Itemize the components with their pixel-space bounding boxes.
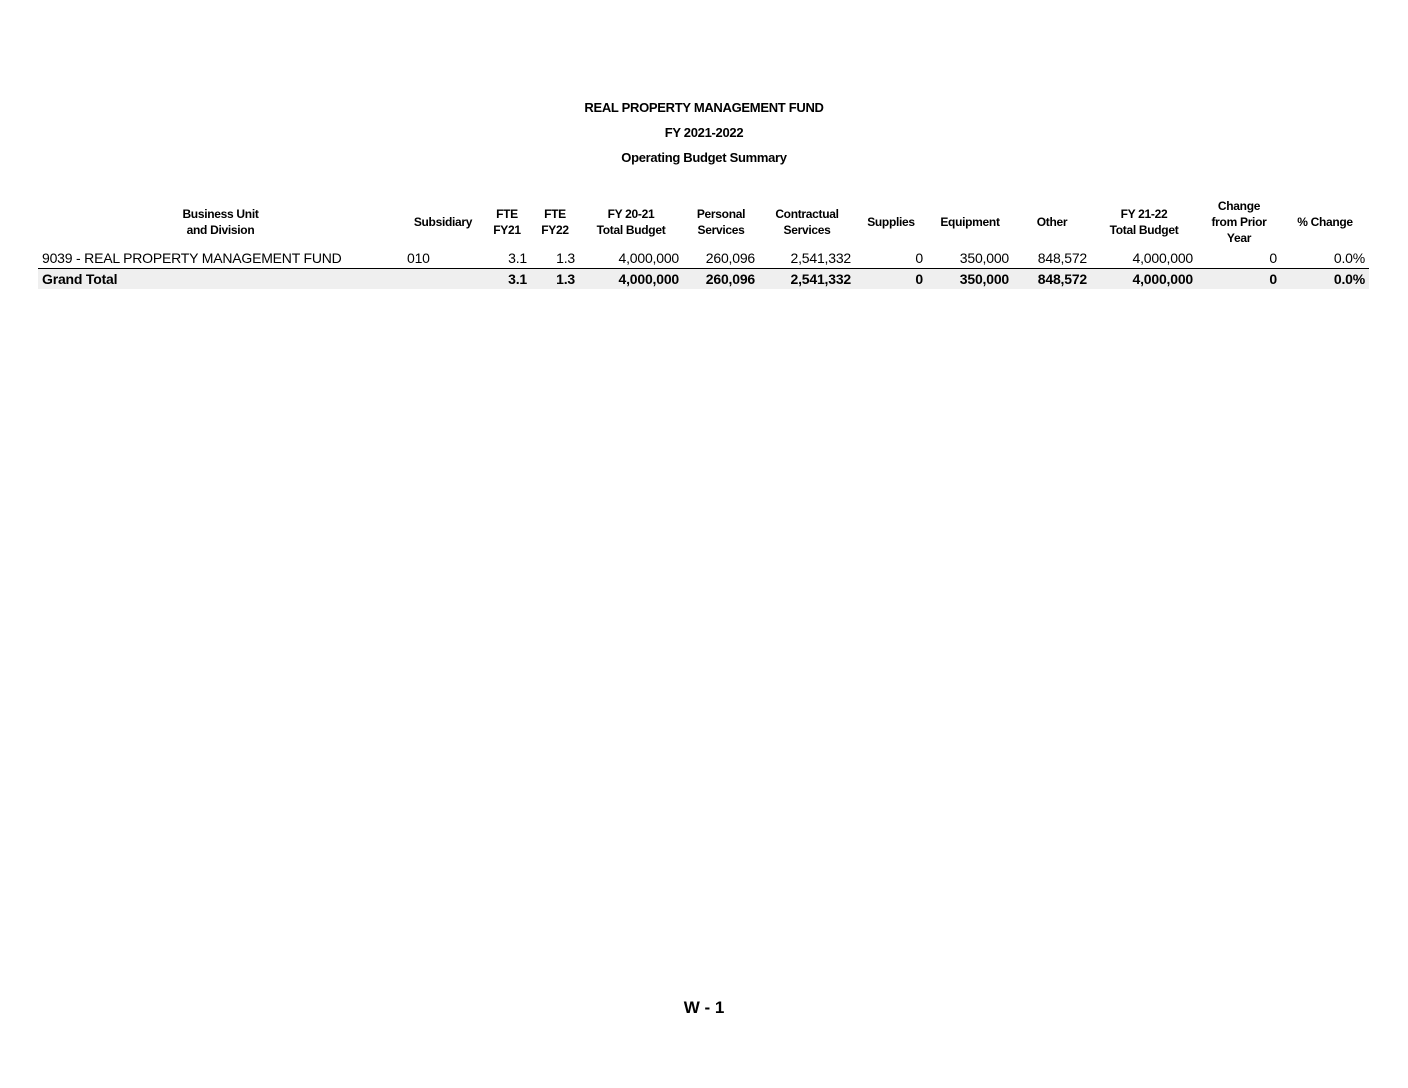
total-fy21-22-total: 4,000,000: [1091, 269, 1197, 290]
cell-fy20-21-total: 4,000,000: [618, 250, 679, 266]
cell-personal-services: 260,096: [705, 250, 755, 266]
col-header-change: Change from Prior Year: [1211, 199, 1267, 245]
cell-other: 848,572: [1037, 250, 1087, 266]
total-fte-fy21: 3.1: [483, 269, 531, 290]
grand-total-row: [38, 269, 1369, 290]
col-header-equipment: Equipment: [940, 215, 1000, 229]
total-pct-change: 0.0%: [1281, 269, 1369, 290]
cell-business-unit: 9039 - REAL PROPERTY MANAGEMENT FUND: [42, 250, 342, 266]
col-header-fy21-22-total: FY 21-22 Total Budget: [1109, 207, 1179, 237]
col-header-fy20-21-total: FY 20-21 Total Budget: [596, 207, 666, 237]
total-equipment: 350,000: [927, 269, 1013, 290]
page-number: W - 1: [683, 998, 725, 1017]
cell-pct-change: 0.0%: [1333, 250, 1365, 266]
report-subtitle: Operating Budget Summary: [621, 150, 787, 165]
total-other: 848,572: [1013, 269, 1091, 290]
cell-fte-fy22: 1.3: [556, 250, 575, 266]
cell-contractual-services: 2,541,332: [790, 250, 851, 266]
cell-supplies: 0: [915, 250, 923, 266]
cell-equipment: 350,000: [959, 250, 1009, 266]
report-title: REAL PROPERTY MANAGEMENT FUND: [584, 100, 824, 115]
budget-summary-table: [38, 196, 1369, 289]
table-header-row: [38, 196, 1369, 248]
col-header-pct-change: % Change: [1297, 215, 1353, 229]
total-subsidiary: [403, 269, 483, 290]
fiscal-year: FY 2021-2022: [664, 125, 744, 140]
total-fte-fy22: 1.3: [531, 269, 579, 290]
col-header-supplies: Supplies: [867, 215, 915, 229]
total-contractual-services: 2,541,332: [759, 269, 855, 290]
total-change: 0: [1197, 269, 1281, 290]
col-header-business-unit: Business Unit and Division: [182, 207, 259, 237]
cell-subsidiary: 010: [407, 250, 430, 266]
col-header-fte-fy21: FTE FY21: [493, 207, 521, 237]
total-label: Grand Total: [38, 269, 403, 290]
table-row: [38, 248, 1369, 269]
cell-fte-fy21: 3.1: [508, 250, 527, 266]
col-header-fte-fy22: FTE FY22: [541, 207, 569, 237]
report-header: [0, 99, 1408, 174]
col-header-subsidiary: Subsidiary: [413, 215, 473, 229]
total-personal-services: 260,096: [683, 269, 759, 290]
col-header-other: Other: [1036, 215, 1068, 229]
total-supplies: 0: [855, 269, 927, 290]
total-fy20-21-total: 4,000,000: [579, 269, 683, 290]
cell-fy21-22-total: 4,000,000: [1132, 250, 1193, 266]
col-header-personal-services: Personal Services: [696, 207, 746, 237]
col-header-contractual-services: Contractual Services: [775, 207, 839, 237]
cell-change: 0: [1269, 250, 1277, 266]
